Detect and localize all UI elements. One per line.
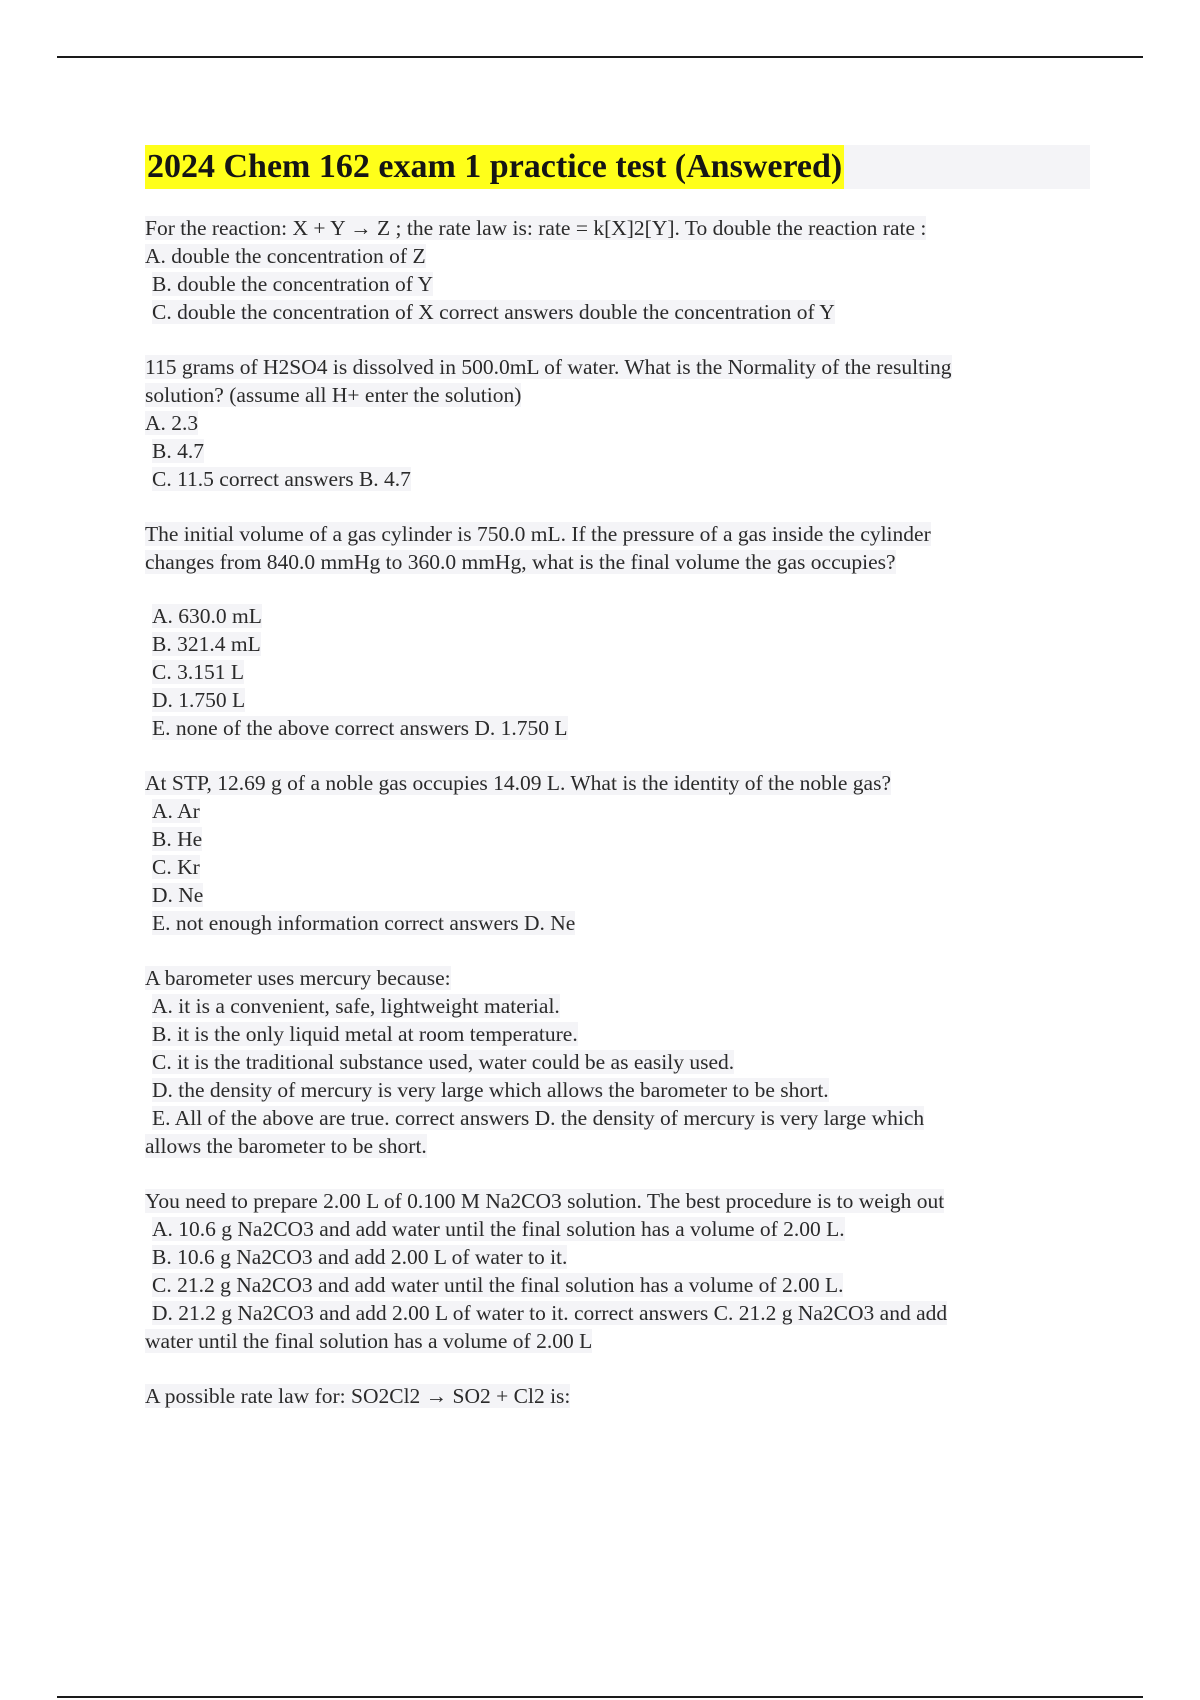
answer-option: A. 2.3 xyxy=(145,411,199,435)
question-stem: For the reaction: X + Y → Z ; the rate law is: rate = k[X]2[Y]. To double the reaction rate : xyxy=(145,216,927,240)
answer-option: C. 3.151 L xyxy=(152,660,244,684)
answer-option: B. double the concentration of Y xyxy=(152,272,434,296)
question-stem: solution? (assume all H+ enter the solution) xyxy=(145,383,522,407)
answer-option: A. it is a convenient, safe, lightweight material. xyxy=(152,994,560,1018)
question-stem: A barometer uses mercury because: xyxy=(145,966,451,990)
answer-option: B. 10.6 g Na2CO3 and add 2.00 L of water to it. xyxy=(152,1245,568,1269)
top-rule xyxy=(57,56,1143,58)
question-stem: A possible rate law for: SO2Cl2 → SO2 + Cl2 is: xyxy=(145,1384,571,1408)
answer-option: C. it is the traditional substance used, water could be as easily used. xyxy=(152,1050,735,1074)
answer-option: D. the density of mercury is very large which allows the barometer to be short. xyxy=(152,1078,829,1102)
question-5 xyxy=(145,964,1090,1160)
answer-option: B. 321.4 mL xyxy=(152,632,261,656)
answer-option: D. Ne xyxy=(152,883,204,907)
question-4 xyxy=(145,769,1090,937)
question-stem: changes from 840.0 mmHg to 360.0 mmHg, what is the final volume the gas occupies? xyxy=(145,550,896,574)
bottom-rule xyxy=(57,1696,1143,1698)
answer-option: E. none of the above correct answers D. 1.750 L xyxy=(152,716,568,740)
question-3 xyxy=(145,520,1090,742)
question-6 xyxy=(145,1187,1090,1355)
question-7 xyxy=(145,1382,1090,1410)
answer-continuation: allows the barometer to be short. xyxy=(145,1134,427,1158)
answer-option: A. double the concentration of Z xyxy=(145,244,426,268)
answer-option: C. double the concentration of X correct answers double the concentration of Y xyxy=(152,300,835,324)
question-stem: You need to prepare 2.00 L of 0.100 M Na2CO3 solution. The best procedure is to weigh out xyxy=(145,1189,945,1213)
answer-option: C. 11.5 correct answers B. 4.7 xyxy=(152,467,411,491)
question-stem: 115 grams of H2SO4 is dissolved in 500.0mL of water. What is the Normality of the resulting xyxy=(145,355,952,379)
answer-option: A. 10.6 g Na2CO3 and add water until the final solution has a volume of 2.00 L. xyxy=(152,1217,845,1241)
question-1 xyxy=(145,214,1090,326)
blank-line xyxy=(145,576,1090,602)
answer-option: A. Ar xyxy=(152,799,200,823)
question-stem: At STP, 12.69 g of a noble gas occupies 14.09 L. What is the identity of the noble gas? xyxy=(145,771,892,795)
answer-option: E. All of the above are true. correct answers D. the density of mercury is very large which xyxy=(152,1106,925,1130)
title-band xyxy=(145,145,1090,189)
document-title: 2024 Chem 162 exam 1 practice test (Answered) xyxy=(145,145,844,189)
answer-option: B. 4.7 xyxy=(152,439,204,463)
answer-continuation: water until the final solution has a volume of 2.00 L xyxy=(145,1329,593,1353)
answer-option: C. Kr xyxy=(152,855,200,879)
answer-option: B. it is the only liquid metal at room temperature. xyxy=(152,1022,578,1046)
answer-option: B. He xyxy=(152,827,203,851)
answer-option: D. 21.2 g Na2CO3 and add 2.00 L of water to it. correct answers C. 21.2 g Na2CO3 and add xyxy=(152,1301,948,1325)
answer-option: C. 21.2 g Na2CO3 and add water until the final solution has a volume of 2.00 L. xyxy=(152,1273,844,1297)
question-stem: The initial volume of a gas cylinder is 750.0 mL. If the pressure of a gas inside the cylinder xyxy=(145,522,931,546)
document-body xyxy=(145,214,1090,1437)
answer-option: A. 630.0 mL xyxy=(152,604,262,628)
question-2 xyxy=(145,353,1090,493)
answer-option: E. not enough information correct answers D. Ne xyxy=(152,911,576,935)
answer-option: D. 1.750 L xyxy=(152,688,246,712)
